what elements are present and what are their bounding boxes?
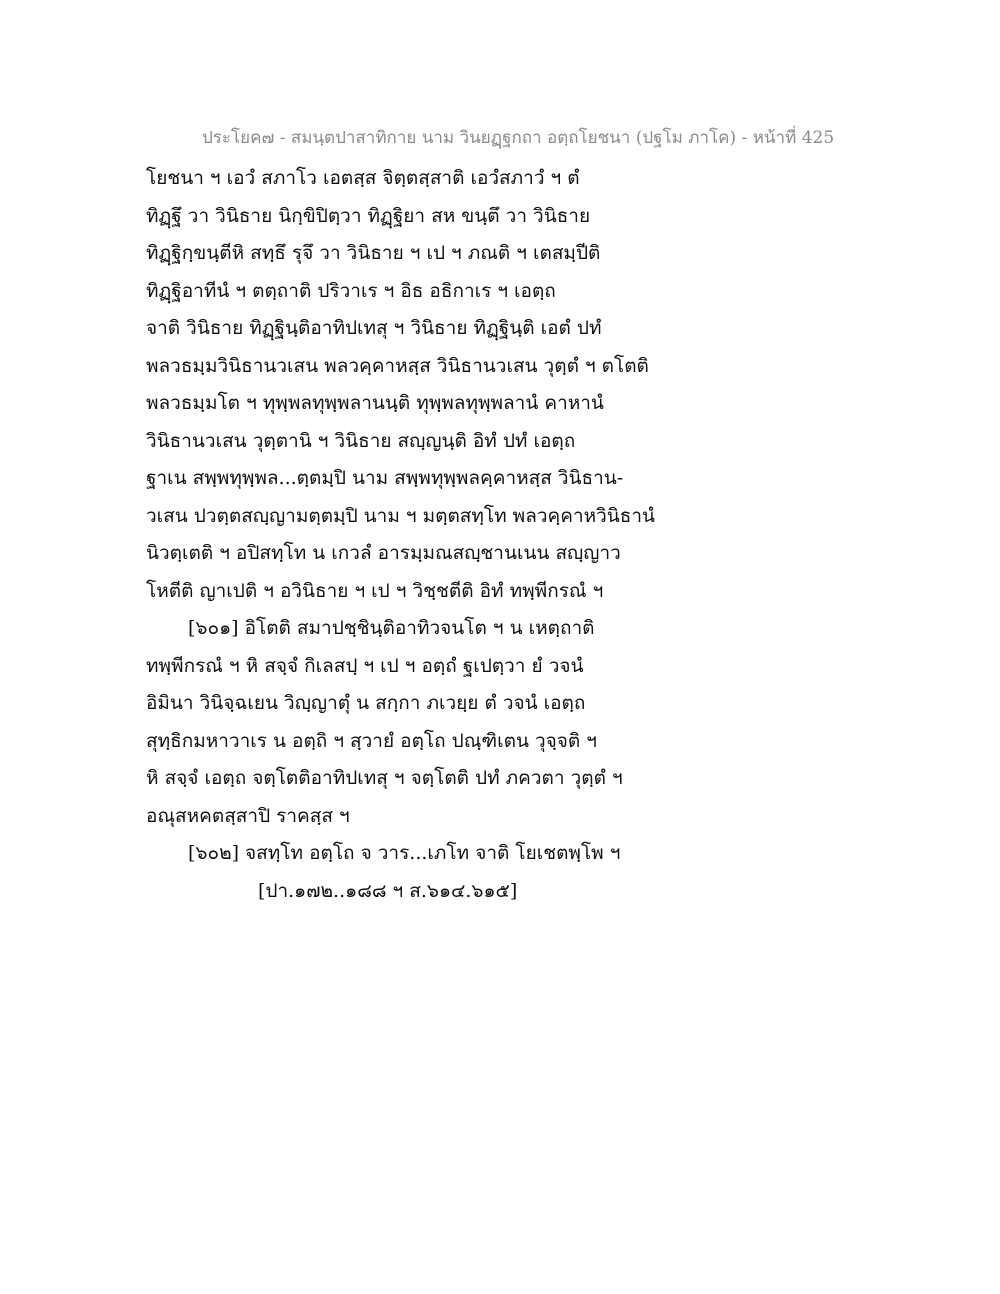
- text-line: โยชนา ฯ เอวํ สภาโว เอตสฺส จิตฺตสฺสาติ เอวํสภาวํ ฯ ตํ: [146, 167, 580, 189]
- text-line: วินิธานวเสน วุตฺตานิ ฯ วินิธาย สญฺญนฺติ อิทํ ปทํ เอตฺถ: [146, 429, 576, 452]
- text-line: สุทฺธิกมหาวาเร น อตฺถิ ฯ สฺวายํ อตฺโถ ปณฺฑิเตน วุจฺจติ ฯ: [146, 729, 597, 752]
- paragraph-start-line: [๖๐๒] จสทฺโท อตฺโถ จ วาร...เภโท จาติ โยเชตพฺโพ ฯ: [188, 842, 621, 864]
- text-line: ทิฏฺฐิกฺขนฺตีหิ สทฺธึ รุจึ วา วินิธาย ฯ เป ฯ ภณติ ฯ เตสมฺปีติ: [146, 242, 601, 264]
- text-line: อิมินา วินิจฺฉเยน วิญฺญาตุํ น สกฺกา ภเวยฺย ตํ วจนํ เอตฺถ: [146, 692, 586, 714]
- text-line: ฐาเน สพฺพทุพฺพล...ตฺตมฺปิ นาม สพฺพทุพฺพลคฺคาหสฺส วินิธาน-: [146, 467, 624, 489]
- reference-line: [ปา.๑๗๒..๑๘๘ ฯ ส.๖๑๔.๖๑๕]: [258, 879, 518, 902]
- text-line: โหตีติ ญาเปติ ฯ อวินิธาย ฯ เป ฯ วิชฺชตีติ อิทํ ทพฺพีกรณํ ฯ: [146, 579, 604, 602]
- text-line: วเสน ปวตฺตสญฺญามตฺตมฺปิ นาม ฯ มตฺตสทฺโท พลวคฺคาหวินิธานํ: [146, 504, 656, 527]
- page-header: ประโยค๗ - สมนฺตปาสาทิกาย นาม วินยฏฺฐกถา อตฺถโยชนา (ปฐโม ภาโค) - หน้าที่ 425: [202, 128, 835, 148]
- text-line: อณุสหคตสฺสาปิ ราคสฺส ฯ: [146, 804, 350, 827]
- text-line: พลวธมฺมวินิธานวเสน พลวคฺคาหสฺส วินิธานวเสน วุตฺตํ ฯ ตโตติ: [146, 354, 649, 377]
- body-text: [146, 160, 926, 910]
- text-line: ทิฏฺฐิอาทีนํ ฯ ตตฺถาติ ปริวาเร ฯ อิธ อธิกาเร ฯ เอตฺถ: [146, 279, 556, 302]
- text-line: นิวตฺเตติ ฯ อปิสทฺโท น เกวลํ อารมฺมณสญฺชานเนน สญฺญาว: [146, 542, 621, 564]
- text-line: ทพฺพีกรณํ ฯ หิ สจฺจํ กิเลสปฺ ฯ เป ฯ อตฺถํ ฐเปตฺวา ยํ วจนํ: [146, 654, 584, 677]
- text-line: พลวธมฺมโต ฯ ทุพฺพลทุพฺพลานนฺติ ทุพฺพลทุพฺพลานํ คาหานํ: [146, 392, 604, 414]
- text-line: จาติ วินิธาย ทิฏฺฐินฺติอาทิปเทสุ ฯ วินิธาย ทิฏฺฐินฺติ เอตํ ปทํ: [146, 317, 602, 339]
- text-line: ทิฏฺฐึ วา วินิธาย นิกฺขิปิตฺวา ทิฏฺฐิยา สห ขนฺตึ วา วินิธาย: [146, 204, 591, 227]
- text-line: หิ สจฺจํ เอตฺถ จตฺโตติอาทิปเทสุ ฯ จตฺโตติ ปทํ ภควตา วุตฺตํ ฯ: [146, 767, 623, 789]
- paragraph-start-line: [๖๐๑] อิโตติ สมาปชฺชินฺติอาทิวจนโต ฯ น เหตฺถาติ: [188, 617, 595, 639]
